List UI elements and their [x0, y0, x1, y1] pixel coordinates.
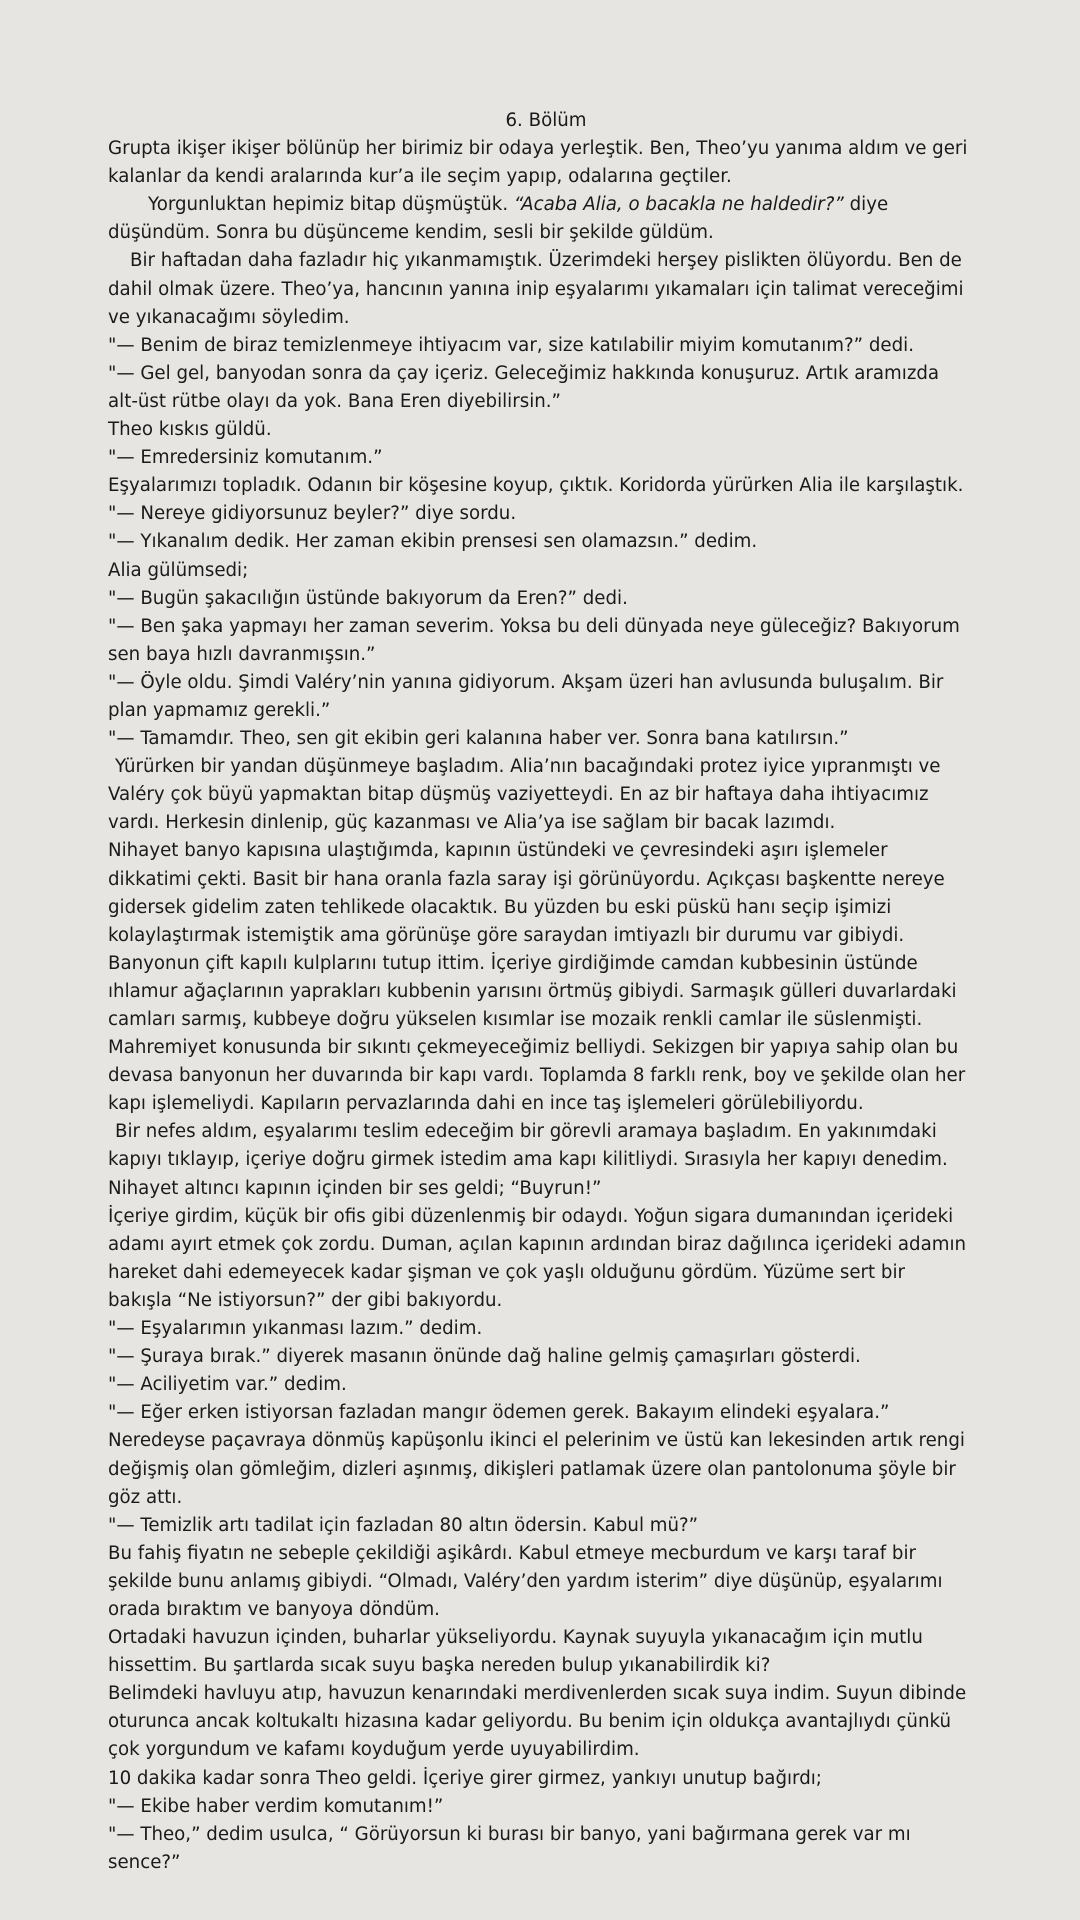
dialogue-line: "— Ekibe haber verdim komutanım!”	[108, 1795, 444, 1817]
paragraph: Ortadaki havuzun içinden, buharlar yükseliyordu. Kaynak suyuyla yıkanacağım için mutlu hissettim. Bu şartlarda sıcak suyu başka nereden bulup yıkanabilirdik ki?	[108, 1627, 929, 1677]
paragraph: Neredeyse paçavraya dönmüş kapüşonlu ikinci el pelerinim ve üstü kan lekesinden artık rengi değişmiş olan gömleğim, dizleri aşınmış, dikişleri patlamak üzere olan pantolonuma şöyle bir göz attı.	[108, 1430, 971, 1508]
dialogue-line: "— Yıkanalım dedik. Her zaman ekibin prensesi sen olamazsın.” dedim.	[108, 531, 758, 553]
paragraph: İçeriye girdim, küçük bir ofis gibi düzenlenmiş bir odaydı. Yoğun sigara dumanından içerideki adamı ayırt etmek çok zordu. Duman, açılan kapının ardından biraz dağılınca içerideki adamın hareket dahi edemeyecek kadar şişman ve çok yaşlı olduğunu gördüm. Yüzüme sert bir bakışla “Ne istiyorsun?” der gibi bakıyordu.	[108, 1205, 972, 1311]
dialogue-line: "— Benim de biraz temizlenmeye ihtiyacım var, size katılabilir miyim komutanım?” dedi.	[108, 334, 914, 356]
inner-thought: “Acaba Alia, o bacakla ne haldedir?”	[513, 194, 844, 216]
paragraph: Alia gülümsedi;	[108, 559, 249, 581]
dialogue-line: "— Emredersiniz komutanım.”	[108, 447, 383, 469]
paragraph: Belimdeki havluyu atıp, havuzun kenarındaki merdivenlerden sıcak suya indim. Suyun dibinde oturunca ancak koltukaltı hizasına kadar geliyordu. Bu benim için oldukça avantajlıydı çünkü çok yorgundum ve kafamı koyduğum yerde uyuyabilirdim.	[108, 1683, 972, 1761]
dialogue-line: "— Şuraya bırak.” diyerek masanın önünde dağ haline gelmiş çamaşırları gösterdi.	[108, 1346, 861, 1368]
dialogue-line: "— Temizlik artı tadilat için fazladan 80 altın ödersin. Kabul mü?”	[108, 1514, 699, 1536]
dialogue-line: "— Eğer erken istiyorsan fazladan mangır ödemen gerek. Bakayım elindeki eşyalara.”	[108, 1402, 890, 1424]
paragraph	[108, 191, 970, 247]
dialogue-line: "— Bugün şakacılığın üstünde bakıyorum da Eren?” dedi.	[108, 587, 628, 609]
dialogue-line: "— Aciliyetim var.” dedim.	[108, 1374, 347, 1396]
dialogue-line: "— Öyle oldu. Şimdi Valéry’nin yanına gidiyorum. Akşam üzeri han avlusunda buluşalım. Bir plan yapmamız gerekli.”	[108, 671, 950, 721]
paragraph: Bu fahiş fiyatın ne sebeple çekildiği aşikârdı. Kabul etmeye mecburdum ve karşı taraf bir şekilde bunu anlamış gibiydi. “Olmadı, Valéry’den yardım isterim” diye düşünüp, eşyalarımı orada bıraktım ve banyoya döndüm.	[108, 1542, 949, 1620]
paragraph-text: Yorgunluktan hepimiz bitap düşmüştük.	[148, 194, 514, 216]
paragraph: Bir nefes aldım, eşyalarımı teslim edeceğim bir görevli aramaya başladım. En yakınımdaki kapıyı tıklayıp, içeriye doğru girmek istedim ama kapı kilitliydi. Sırasıyla her kapıyı denedim. Nihayet altıncı kapının içinden bir ses geldi; “Buyrun!”	[108, 1121, 954, 1199]
paragraph: Nihayet banyo kapısına ulaştığımda, kapının üstündeki ve çevresindeki aşırı işlemeler dikkatimi çekti. Basit bir hana oranla fazla saray işi görünüyordu. Açıkçası başkentte nereye gidersek gidelim zaten tehlikede olacaktık. Bu yüzden bu eski püskü hanı seçip işimizi kolaylaştırmak istemiştik ama görünüşe göre saraydan imtiyazlı bir durumu var gibiydi.	[108, 840, 951, 946]
chapter-title: 6. Bölüm	[505, 110, 587, 131]
paragraph: Bir haftadan daha fazladır hiç yıkanmamıştık. Üzerimdeki herşey pislikten ölüyordu. Ben de dahil olmak üzere. Theo’ya, hancının yanına inip eşyalarımı yıkamaları için talimat vereceğimi ve yıkanacağımı söyledim.	[108, 250, 970, 328]
dialogue-line: "— Gel gel, banyodan sonra da çay içeriz. Geleceğimiz hakkında konuşuruz. Artık aramızda alt-üst rütbe olayı da yok. Bana Eren diyebilirsin.”	[108, 362, 945, 412]
paragraph: Theo kıskıs güldü.	[108, 419, 272, 441]
paragraph: Grupta ikişer ikişer bölünüp her birimiz bir odaya yerleştik. Ben, Theo’yu yanıma aldım ve geri kalanlar da kendi aralarında kur’a ile seçim yapıp, odalarına geçtiler.	[108, 138, 974, 188]
paragraph: Yürürken bir yandan düşünmeye başladım. Alia’nın bacağındaki protez iyice yıpranmıştı ve Valéry çok büyü yapmaktan bitap düşmüş vaziyetteydi. En az bir haftaya daha ihtiyacımız vardı. Herkesin dinlenip, güç kazanması ve Alia’ya ise sağlam bir bacak lazımdı.	[108, 756, 947, 834]
paragraph: 10 dakika kadar sonra Theo geldi. İçeriye girer girmez, yankıyı unutup bağırdı;	[108, 1767, 822, 1789]
dialogue-line: "— Nereye gidiyorsunuz beyler?” diye sordu.	[108, 503, 517, 525]
dialogue-line: "— Tamamdır. Theo, sen git ekibin geri kalanına haber ver. Sonra bana katılırsın.”	[108, 728, 849, 750]
dialogue-line: "— Theo,” dedim usulca, “ Görüyorsun ki burası bir banyo, yani bağırmana gerek var mı sence?”	[108, 1823, 917, 1873]
paragraph: Eşyalarımızı topladık. Odanın bir köşesine koyup, çıktık. Koridorda yürürken Alia ile karşılaştık.	[108, 475, 964, 497]
paragraph-text: diye düşündüm. Sonra bu düşünceme kendim, sesli bir şekilde güldüm.	[108, 194, 894, 244]
dialogue-line: "— Eşyalarımın yıkanması lazım.” dedim.	[108, 1318, 483, 1340]
dialogue-line: "— Ben şaka yapmayı her zaman severim. Yoksa bu deli dünyada neye güleceğiz? Bakıyorum sen baya hızlı davranmışsın.”	[108, 615, 966, 665]
paragraph: Banyonun çift kapılı kulplarını tutup ittim. İçeriye girdiğimde camdan kubbesinin üstünde ıhlamur ağaçlarının yaprakları kubbenin yarısını örtmüş gibiydi. Sarmaşık gülleri duvarlardaki camları sarmış, kubbeye doğru yükselen kısımlar ise mozaik renkli camlar ile süslenmişti. Mahremiyet konusunda bir sıkıntı çekmeyeceğimiz belliydi. Sekizgen bir yapıya sahip olan bu devasa banyonun her duvarında bir kapı vardı. Toplamda 8 farklı renk, boy ve şekilde olan her kapı işlemeliydi. Kapıların pervazlarında dahi en ince taş işlemeleri görülebiliyordu.	[108, 952, 971, 1115]
